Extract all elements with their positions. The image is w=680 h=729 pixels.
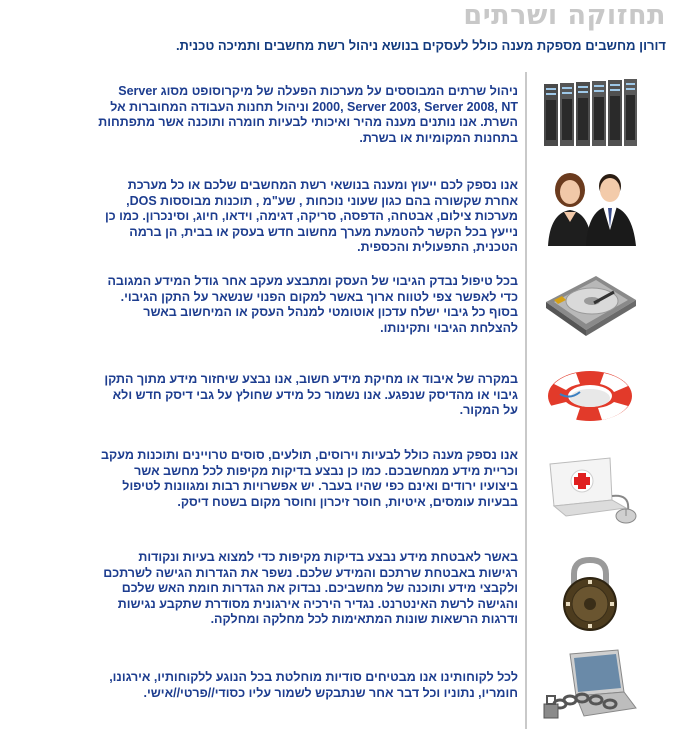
combination-lock-icon xyxy=(540,556,640,632)
lifebuoy-icon xyxy=(540,362,640,426)
section-text: לכל לקוחותינו אנו מבטיחים סודיות מוחלטת בכל הנוגע ללקוחותיו, אירגונו, חומריו, נתוניו וכל דבר אחר שנתבקש לשמור עליו כסודי//פרטי//אישי. xyxy=(109,670,518,700)
section-text: במקרה של איבוד או מחיקת מידע חשוב, אנו נבצע שיחזור מידע מתוך התקן גיבוי או מהדיסק שנפגע. אנו נשמור כל מידע שחולץ על גבי דיסק חדש ולא על המקור. xyxy=(104,372,518,417)
section-text: אנו נספק מענה כולל לבעיות וירוסים, תולעים, סוסים טרויינים ותוכנות מעקב וכריית מידע ממחשבכם. כמו כן נבצע בדיקות מקיפות לכל מחשב אשר ביצועיו ירודים ואינם כפי שהיו בעבר. יש אפשרויות רבות ומגוונות לטיפול בבעיות עומסים, איטיות, חוסר זיכרון וחוסר מקום בשטח דיסק. xyxy=(101,448,518,509)
page-title: תחזוקה ושרתים xyxy=(463,0,666,31)
section-text: אנו נספק לכם ייעוץ ומענה בנושאי רשת המחשבים שלכם או כל מערכת אחרת שקשורה בהם כגון שעוני נוכחות , שע"מ , תוכנות מבוססות DOS, מערכות צילום, אבטחה, הדפסה, סריקה, דגימה, וידאו, חיוג, וסינכרון. כמו כן נייעץ בכל הקשר להטמעת מערך מחשוב חדש בעסק או בבית, הן ברמה הטכנית, התפעולית והכספית. xyxy=(104,178,518,254)
hard-drive-icon xyxy=(540,270,640,338)
intro-text: דורון מחשבים מספקת מענה כולל לעסקים בנושא ניהול רשת מחשבים ותמיכה טכנית. xyxy=(175,38,666,53)
server-rack-icon xyxy=(540,78,640,150)
laptop-first-aid-icon xyxy=(540,456,640,528)
section-text: בכל טיפול נבדק הגיבוי של העסק ומתבצע מעקב אחר גודל המידע המגובה כדי לאפשר צפי לטווח ארוך באשר למקום הפנוי שנשאר על התקן הגיבוי. בסוף כל גיבוי ישלח עדכון אוטומטי למנהל העסק או המיחשוב באשר להצלחת הגיבוי ותקינותו. xyxy=(107,274,518,335)
section-text: באשר לאבטחת מידע נבצע בדיקות מקיפות כדי למצוא בעיות ונקודות רגישות באבטחת שרתכם והמידע שלכם. נשפר את הגדרות הגישה לשרתכם ולקבצי מידע ותוכנה של מחשביכם. נבדוק את הגדרות חומת האש שלכם והגישה לרשת האינטרנט. נגדיר הירכיה אירגונית מסודרת שתקבע נגישות ודרגות הרשאות שונות המתאימות לכל מחלקה ומחלקה. xyxy=(103,550,518,626)
section-text: ניהול שרתים המבוססים על מערכות הפעלה של מיקרוסופט מסוג Server 2000, Server 2003, Server 2008, NT וניהול תחנות העבודה המחוברות אל השרת. אנו נותנים מענה מהיר ואיכותי לבעיות חומרה ותוכנה אשר מתפתחות בתחנות המקומיות או בשרת. xyxy=(98,84,518,145)
vertical-divider xyxy=(525,72,527,729)
chained-laptop-icon xyxy=(540,648,640,724)
support-team-photo-icon xyxy=(540,168,640,246)
